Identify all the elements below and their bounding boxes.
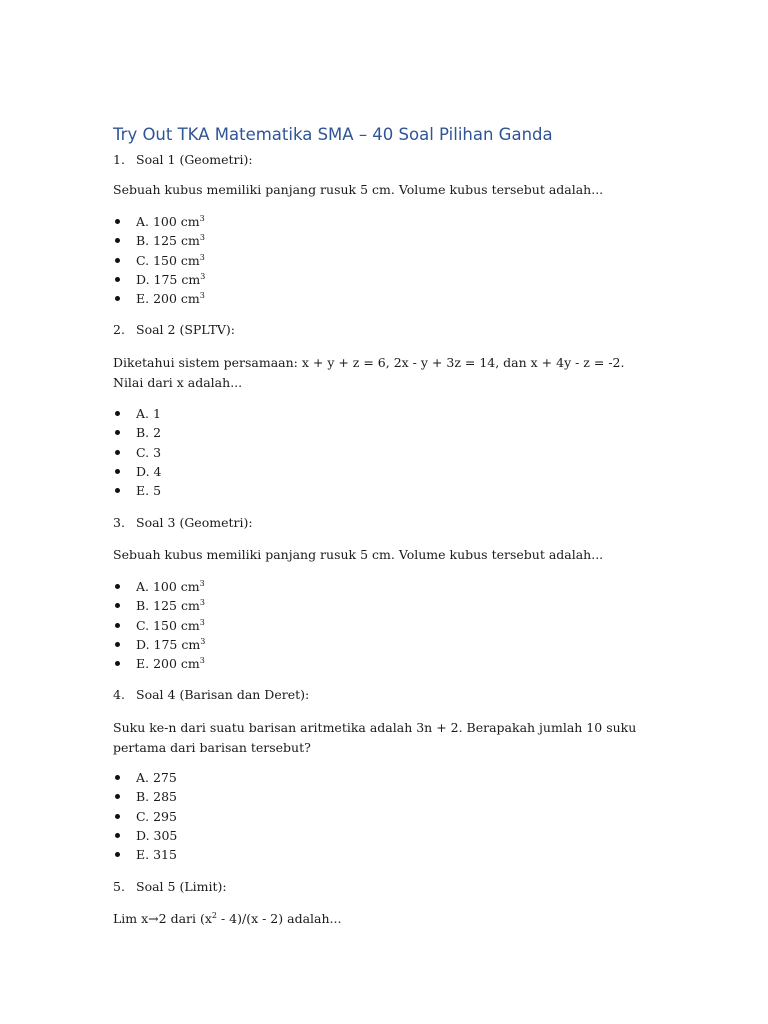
superscript: 3 [199, 598, 205, 608]
superscript: 3 [199, 214, 205, 223]
superscript: 3 [199, 233, 205, 243]
option-label: B. 2 [136, 425, 162, 441]
document-title: Try Out TKA Matematika SMA – 40 Soal Pilihan Ganda [113, 125, 553, 144]
option-label: C. 150 cm [136, 617, 200, 633]
option-label: D. 4 [136, 463, 162, 479]
option-label: E. 200 cm [136, 656, 200, 672]
question-heading-5 [113, 877, 227, 897]
option-label: E. 315 [136, 847, 177, 863]
option-item [113, 423, 161, 442]
option-item [113, 289, 205, 308]
question-heading-label: Soal 1 (Geometri): [136, 152, 253, 167]
option-item [113, 845, 177, 864]
question-text-1: Sebuah kubus memiliki panjang rusuk 5 cm. Volume kubus tersebut adalah... [113, 182, 604, 197]
option-list-4 [113, 768, 177, 864]
superscript: 3 [199, 656, 205, 666]
option-item [113, 212, 205, 231]
option-item [113, 481, 161, 500]
superscript: 3 [199, 579, 205, 588]
option-item [113, 826, 177, 845]
option-label: A. 100 cm [136, 579, 200, 594]
question-number: 5. [113, 879, 125, 894]
question-heading-3 [113, 513, 253, 533]
option-item [113, 270, 205, 289]
option-item [113, 462, 161, 481]
option-label: C. 3 [136, 444, 162, 460]
option-list-2 [113, 404, 161, 500]
question-text-5 [113, 909, 658, 929]
option-item [113, 768, 177, 787]
option-list-3 [113, 577, 205, 673]
option-item [113, 404, 161, 423]
question-text-part: - 4)/(x - 2) adalah... [217, 911, 342, 926]
superscript: 3 [199, 252, 205, 262]
option-item [113, 443, 161, 462]
question-number: 3. [113, 515, 125, 530]
superscript: 3 [200, 636, 206, 646]
question-heading-label: Soal 5 (Limit): [136, 879, 227, 894]
option-label: B. 125 cm [136, 598, 200, 614]
option-label: E. 200 cm [136, 291, 200, 307]
question-text-3: Sebuah kubus memiliki panjang rusuk 5 cm. Volume kubus tersebut adalah... [113, 547, 604, 562]
question-text-part: Lim x→2 dari (x [113, 911, 212, 926]
option-label: A. 100 cm [136, 214, 200, 229]
option-item [113, 654, 205, 673]
option-label: C. 295 [136, 808, 177, 824]
question-number: 1. [113, 152, 125, 167]
superscript: 3 [200, 271, 206, 281]
option-label: B. 285 [136, 789, 177, 805]
option-label: A. 275 [136, 770, 177, 785]
option-item [113, 577, 205, 596]
question-heading-label: Soal 3 (Geometri): [136, 515, 253, 530]
option-label: D. 305 [136, 827, 178, 843]
option-item [113, 251, 205, 270]
question-text-2: Diketahui sistem persamaan: x + y + z = 6, 2x - y + 3z = 14, dan x + 4y - z = -2. Nilai dari x adalah... [113, 355, 625, 390]
question-heading-1 [113, 150, 253, 170]
question-text-4: Suku ke-n dari suatu barisan aritmetika adalah 3n + 2. Berapakah jumlah 10 suku pertama dari barisan tersebut? [113, 720, 637, 755]
question-number: 2. [113, 322, 125, 337]
option-label: C. 150 cm [136, 252, 200, 268]
option-label: D. 175 cm [136, 271, 201, 287]
option-item [113, 231, 205, 250]
option-label: B. 125 cm [136, 233, 200, 249]
superscript: 3 [199, 291, 205, 301]
option-item [113, 596, 205, 615]
question-number: 4. [113, 687, 125, 702]
option-item [113, 787, 177, 806]
option-label: A. 1 [136, 406, 161, 421]
question-heading-4 [113, 685, 309, 705]
option-label: E. 5 [136, 483, 162, 499]
superscript: 2 [211, 911, 217, 920]
question-heading-label: Soal 4 (Barisan dan Deret): [136, 687, 310, 702]
option-list-1 [113, 212, 205, 308]
option-label: D. 175 cm [136, 636, 201, 652]
superscript: 3 [199, 617, 205, 627]
question-heading-label: Soal 2 (SPLTV): [136, 322, 236, 337]
question-heading-2 [113, 320, 235, 340]
option-item [113, 807, 177, 826]
option-item [113, 616, 205, 635]
option-item [113, 635, 205, 654]
